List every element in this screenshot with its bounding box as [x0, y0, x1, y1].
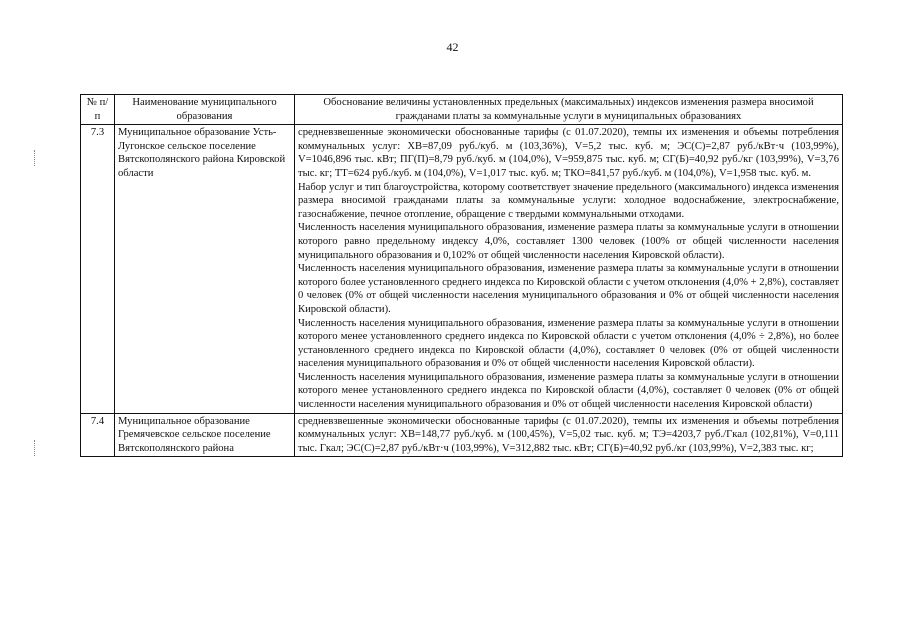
margin-scan-mark [34, 440, 38, 456]
row-number: 7.3 [81, 125, 115, 413]
justification-paragraph: Численность населения муниципального образования, изменение размера платы за коммунальные услуги в отношении которого менее установленного среднего индекса по Кировской области (4,0%), составляет 0 человек (0% от общей численности населения муниципального образования и 0% от общей численности населения Кировской области) [298, 371, 839, 411]
header-justification: Обоснование величины установленных предельных (максимальных) индексов изменения размера вносимой гражданами платы за коммунальные услуги в муниципальных образованиях [295, 95, 843, 125]
header-row [81, 95, 843, 125]
justification-cell [295, 413, 843, 457]
header-municipality-name: Наименование муниципального образования [115, 95, 295, 125]
tariff-justification-table [80, 94, 843, 457]
justification-paragraph: средневзвешенные экономически обоснованные тарифы (с 01.07.2020), темпы их изменения и объемы потребления коммунальных услуг: ХВ=87,09 руб./куб. м (103,36%), V=5,2 тыс. куб. м; ЭС(С)=2,87 руб./кВт·ч (103,99%), V=1046,896 тыс. кВт; ПГ(П)=8,79 руб./куб. м (104,0%), V=959,875 тыс. куб. м; СГ(Б)=40,92 руб./кг (103,99%), V=3,76 тыс. кг; ТТ=624 руб./куб. м (104,0%), V=1,017 тыс. куб. м; ТКО=841,57 руб./куб. м (104,0%), V=1,958 тыс. куб. м. [298, 127, 839, 179]
page-number: 42 [446, 40, 459, 54]
justification-paragraph: Численность населения муниципального образования, изменение размера платы за коммунальные услуги в отношении которого более установленного среднего индекса по Кировской области с учетом отклонения (4,0% + 2,8%), составляет 0 человек (0% от общей численности населения муниципального образования и 0% от общей численности населения Кировской области). [298, 263, 839, 315]
justification-paragraph: Численность населения муниципального образования, изменение размера платы за коммунальные услуги в отношении которого равно предельному индексу 4,0%, составляет 1300 человек (100% от общей численности населения муниципального образования и 0,102% от общей численности населения Кировской области). [298, 222, 839, 261]
municipality-name: Муниципальное образование Усть-Лугонское сельское поселение Вятскополянского района Кировской области [115, 125, 295, 413]
table-row [81, 413, 843, 457]
header-number: № п/п [81, 95, 115, 125]
table-row [81, 125, 843, 413]
justification-paragraph: средневзвешенные экономически обоснованные тарифы (с 01.07.2020), темпы их изменения и объемы потребления коммунальных услуг: ХВ=148,77 руб./куб. м (100,45%), V=5,02 тыс. куб. м; ТЭ=4203,7 руб./Гкал (102,81%), V=0,111 тыс. Гкал; ЭС(С)=2,87 руб./кВт·ч (103,99%), V=312,882 тыс. кВт; СГ(Б)=40,92 руб./кг (103,99%), V=2,383 тыс. кг; [298, 415, 839, 454]
justification-paragraph: Набор услуг и тип благоустройства, которому соответствует значение предельного (максимального) индекса изменения размера вносимой гражданами платы за коммунальные услуги: холодное водоснабжение, электроснабжение, газоснабжение, печное отопление, обращение с твердыми коммунальными отходами. [298, 181, 839, 220]
municipality-name: Муниципальное образование Гремячевское сельское поселение Вятскополянского района [115, 413, 295, 457]
justification-cell [295, 125, 843, 413]
row-number: 7.4 [81, 413, 115, 457]
table-header [81, 95, 843, 125]
justification-paragraph: Численность населения муниципального образования, изменение размера платы за коммунальные услуги в отношении которого менее установленного среднего индекса по Кировской области с учетом отклонения (4,0% ÷ 2,8%), но более установленного среднего индекса по Кировской области (4,0%), составляет 0 человек (0% от общей численности населения муниципального образования и 0% от общей численности населения Кировской области). [298, 317, 839, 370]
margin-scan-mark [34, 150, 38, 166]
